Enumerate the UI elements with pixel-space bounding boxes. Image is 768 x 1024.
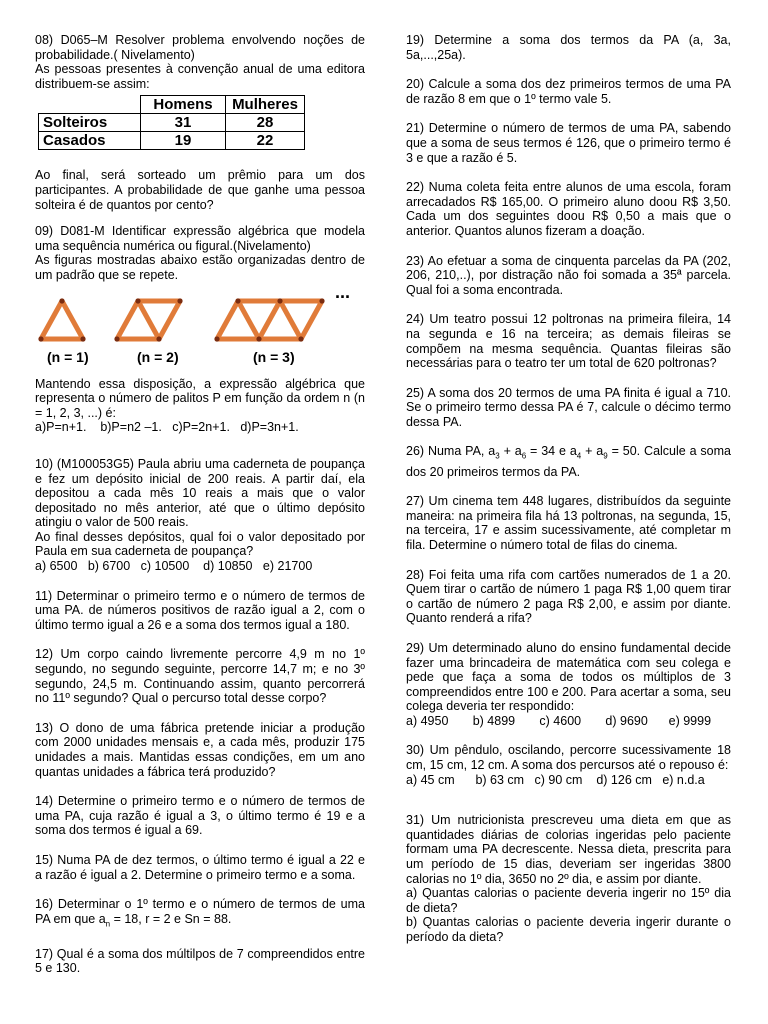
question-08 (35, 33, 365, 212)
question-14: 14) Determine o primeiro termo e o número de termos de uma PA, cuja razão é igual a 3, o último termo é 19 e a soma dos termos é igual a 69. (35, 794, 365, 838)
question-20: 20) Calcule a soma dos dez primeiros termos de uma PA de razão 8 em que o 1º termo vale 5. (406, 77, 731, 106)
q09-header: 09) D081-M Identificar expressão algébrica que modela uma sequência numérica ou figural.(Nivelamento) (35, 224, 365, 253)
table-row (39, 114, 305, 132)
left-column (35, 33, 365, 991)
right-column (406, 33, 731, 960)
question-22: 22) Numa coleta feita entre alunos de uma escola, foram arrecadados R$ 165,00. O primeiro aluno doou R$ 3,50. Cada um dos seguintes doou R$ 0,50 a mais que o anterior. Quantos alunos fizeram a doação. (406, 180, 731, 238)
q31-text: 31) Um nutricionista prescreveu uma dieta em que as quantidades diárias de colorias ingeridas pelo paciente formam uma PA decrescente. Nessa dieta, prescrita para um período de 15 dias, deveriam ser ingeridas 3800 calorias no 1º dia, 3650 no 2º dia, e assim por diante. (406, 813, 731, 886)
matchstick-figures (35, 281, 365, 371)
question-27: 27) Um cinema tem 448 lugares, distribuídos da seguinte maneira: na primeira fila há 13 poltronas, na segunda, 15, na terceira, 17 e assim sucessivamente, até completar m fila. Determine o número total de filas do cinema. (406, 494, 731, 552)
question-30 (406, 743, 731, 787)
q09-intro: As figuras mostradas abaixo estão organizadas dentro de um padrão que se repete. (35, 253, 365, 282)
figure-ellipsis: ... (335, 281, 351, 302)
question-15: 15) Numa PA de dez termos, o último termo é igual a 22 e a razão é igual a 2. Determine o primeiro termo e a soma. (35, 852, 365, 882)
table-row (39, 132, 305, 150)
cell: 28 (226, 114, 305, 132)
q26-sub: 4 (576, 451, 582, 461)
q16-post: = 18, r = 2 e Sn = 88. (110, 911, 232, 926)
q08-table (38, 95, 305, 150)
question-11: 11) Determinar o primeiro termo e o número de termos de uma PA. de números positivos de razão igual a 2, com o último termo igual a 26 e a soma dos termos igual a 180. (35, 588, 365, 632)
question-31 (406, 813, 731, 944)
q08-intro: As pessoas presentes à convenção anual de uma editora distribuem-se assim: (35, 62, 365, 91)
question-29 (406, 641, 731, 729)
q08-header: 08) D065–M Resolver problema envolvendo noções de probabilidade.( Nivelamento) (35, 33, 365, 62)
q31-item-a: a) Quantas calorias o paciente deveria ingerir no 15º dia de dieta? (406, 886, 731, 915)
q30-text: 30) Um pêndulo, oscilando, percorre sucessivamente 18 cm, 15 cm, 12 cm. A soma dos percursos até o repouso é: (406, 743, 731, 773)
figure-label-n1: (n = 1) (47, 348, 89, 365)
question-28: 28) Foi feita uma rifa com cartões numerados de 1 a 20. Quem tirar o cartão de número 1 paga R$ 1,00 quem tirar o cartão de número 2 paga R$ 2,00, e assim por diante. Quanto renderá a rifa? (406, 567, 731, 626)
question-24: 24) Um teatro possui 12 poltronas na primeira fileira, 14 na segunda e 16 na terceira; as demais fileiras se compõem na mesma sequência. Quantas fileiras são necessárias para o teatro ter um total de 620 poltronas? (406, 312, 731, 371)
q26-part: 26) Numa PA, a (406, 444, 496, 459)
q26-sub: 9 (603, 451, 608, 461)
table-header-homens: Homens (141, 96, 226, 114)
q09-options: a)P=n+1. b)P=n2 –1. c)P=2n+1. d)P=3n+1. (35, 420, 299, 435)
cell: 19 (141, 132, 226, 150)
cell: 22 (226, 132, 305, 150)
q09-question: Mantendo essa disposição, a expressão algébrica que representa o número de palitos P em função da ordem n (n = 1, 2, 3, ...) é: (35, 376, 365, 420)
question-21: 21) Determine o número de termos de uma PA, sabendo que a soma de seus termos é 126, que o primeiro termo é 3 e que a razão é 5. (406, 121, 731, 165)
figure-label-n2: (n = 2) (137, 348, 179, 365)
q26-sub: 6 (521, 451, 527, 461)
q16-pre: 16) Determinar o 1º termo e o número de termos de uma PA em que a (35, 897, 365, 926)
q29-options: a) 4950 b) 4899 c) 4600 d) 9690 e) 9999 (406, 713, 712, 728)
figure-label-n3: (n = 3) (253, 348, 295, 365)
question-23: 23) Ao efetuar a soma de cinquenta parcelas da PA (202, 206, 210,..), por distração não foi somada a 35ª parcela. Qual foi a soma encontrada. (406, 253, 731, 297)
table-header-mulheres: Mulheres (226, 96, 305, 114)
question-10 (35, 457, 365, 574)
q10-question: Ao final desses depósitos, qual foi o valor depositado por Paula em sua caderneta de poupança? (35, 529, 365, 559)
q30-options: a) 45 cm b) 63 cm c) 90 cm d) 126 cm e) n.d.a (406, 772, 705, 787)
question-25: 25) A soma dos 20 termos de uma PA finita é igual a 710. Se o primeiro termo dessa PA é 7, calcule o décimo termo dessa PA. (406, 385, 731, 429)
row-label: Casados (39, 132, 141, 150)
q31-item-b: b) Quantas calorias o paciente deveria ingerir durante o período da dieta? (406, 915, 731, 944)
q26-part: + a (581, 444, 604, 459)
question-26 (406, 444, 731, 479)
q26-part: + a (499, 444, 522, 459)
question-17: 17) Qual é a soma dos múltilpos de 7 compreendidos entre 5 e 130. (35, 946, 365, 976)
question-09 (35, 224, 365, 435)
q08-question: Ao final, será sorteado um prêmio para um dos participantes. A probabilidade de que ganhe uma pessoa solteira é de quantos por cento? (35, 168, 365, 212)
q10-options: a) 6500 b) 6700 c) 10500 d) 10850 e) 21700 (35, 559, 313, 574)
q29-text: 29) Um determinado aluno do ensino fundamental decide fazer uma brincadeira de matemática com seu colega e pede que faça a soma de todos os múltiplos de 3 compreendidos entre 100 e 200. Para acertar a soma, seu colega deveria ter respondido: (406, 640, 731, 714)
matchstick-triangles-figure (35, 289, 365, 351)
question-13: 13) O dono de uma fábrica pretende iniciar a produção com 2000 unidades mensais e, a cada mês, produzir 175 unidades a mais. Mantidas essas condições, em um ano quantas unidades a fábrica terá produzido? (35, 720, 365, 779)
question-16 (35, 897, 365, 932)
cell: 31 (141, 114, 226, 132)
q16-sub: n (105, 919, 111, 929)
table-corner (39, 96, 141, 114)
q10-text: 10) (M100053G5) Paula abriu uma caderneta de poupança e fez um depósito inicial de 200 reais. A partir daí, ela depositou a cada mês 10 reais a mais que o valor depositado no mês anterior, até que o último depósito atingiu o valor de 500 reais. (35, 456, 365, 530)
q26-sub: 3 (495, 451, 500, 461)
question-19: 19) Determine a soma dos termos da PA (a, 3a, 5a,...,25a). (406, 33, 731, 62)
question-12: 12) Um corpo caindo livremente percorre 4,9 m no 1º segundo, no segundo seguinte, percorre 14,7 m; e no 3º segundo, 24,5 m. Continuando assim, quanto percorrerá no 11º segundo? Qual o percurso total desse corpo? (35, 647, 365, 706)
q26-part: = 34 e a (526, 444, 577, 459)
q26-part: = 50. Calcule a soma dos 20 primeiros termos da PA. (406, 444, 732, 479)
row-label: Solteiros (39, 114, 141, 132)
